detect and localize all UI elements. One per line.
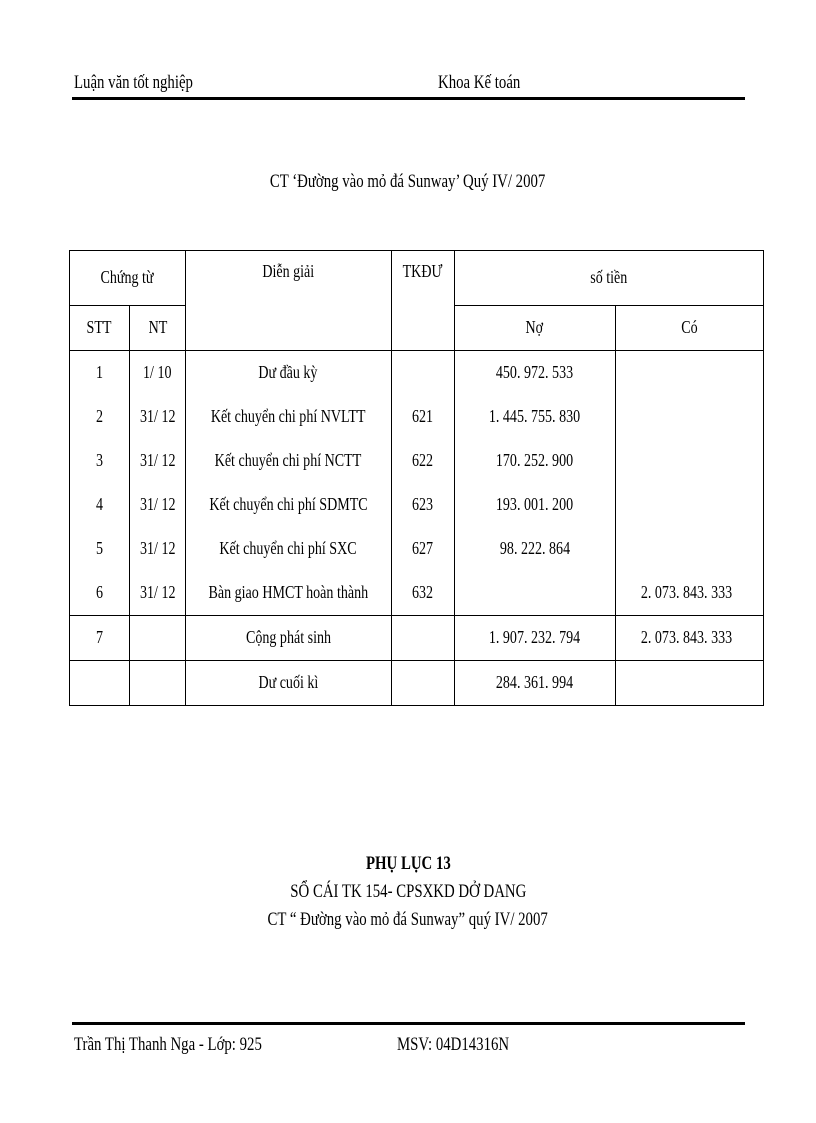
cell-dien-giai: Dư cuối kì [186,660,392,705]
cell-tkdu [391,615,454,660]
table-closing-row [70,660,764,705]
cell-stt: 5 [70,527,130,571]
header-tkdu-cont [391,305,454,350]
cell-co [615,527,763,571]
cell-tkdu [391,660,454,705]
appendix-block [0,850,816,934]
cell-no: 98. 222. 864 [454,527,615,571]
cell-nt: 1/ 10 [130,350,186,395]
header-nt: NT [130,305,186,350]
header-dien-giai-cont [186,305,392,350]
cell-stt: 6 [70,571,130,616]
cell-dien-giai: Dư đầu kỳ [186,350,392,395]
appendix-subtitle: SỔ CÁI TK 154- CPSXKD DỞ DANG [289,881,527,902]
table-header-row [70,251,764,306]
cell-tkdu: 623 [391,483,454,527]
cell-no: 284. 361. 994 [454,660,615,705]
cell-stt: 1 [70,350,130,395]
cell-co [615,439,763,483]
table-title: CT ‘Đường vào mỏ đá Sunway’ Quý IV/ 2007 [270,171,546,192]
cell-co [615,483,763,527]
header-so-tien: số tiền [454,251,763,306]
cell-nt: 31/ 12 [130,395,186,439]
cell-no: 1. 907. 232. 794 [454,615,615,660]
table-total-row [70,615,764,660]
cell-nt [130,660,186,705]
header-dien-giai: Diễn giải [186,251,392,306]
cell-tkdu: 621 [391,395,454,439]
header-divider [72,97,745,100]
cell-dien-giai: Bàn giao HMCT hoàn thành [186,571,392,616]
table-row [70,350,764,395]
cell-tkdu: 622 [391,439,454,483]
header-tkdu: TKĐƯ [391,251,454,306]
table-row [70,439,764,483]
appendix-project: CT “ Đường vào mỏ đá Sunway” quý IV/ 2007 [267,909,549,930]
header-thesis-label: Luận văn tốt nghiệp [74,72,193,93]
table-row [70,395,764,439]
table-row [70,527,764,571]
cell-co [615,350,763,395]
table-row [70,571,764,616]
cell-stt: 7 [70,615,130,660]
appendix-title: PHỤ LỤC 13 [365,853,451,874]
cell-nt: 31/ 12 [130,571,186,616]
cell-nt: 31/ 12 [130,527,186,571]
cell-tkdu: 632 [391,571,454,616]
cell-dien-giai: Cộng phát sinh [186,615,392,660]
footer-student-id: MSV: 04D14316N [397,1034,510,1055]
cell-no: 1. 445. 755. 830 [454,395,615,439]
cell-dien-giai: Kết chuyển chi phí NVLTT [186,395,392,439]
cell-stt: 2 [70,395,130,439]
footer-author: Trần Thị Thanh Nga - Lớp: 925 [74,1034,262,1055]
cell-stt: 4 [70,483,130,527]
cell-co: 2. 073. 843. 333 [615,571,763,616]
cell-dien-giai: Kết chuyển chi phí SDMTC [186,483,392,527]
cell-no [454,571,615,616]
cell-stt [70,660,130,705]
header-co: Có [615,305,763,350]
footer-divider [72,1022,745,1025]
header-no: Nợ [454,305,615,350]
cell-no: 450. 972. 533 [454,350,615,395]
cell-stt: 3 [70,439,130,483]
table-row [70,483,764,527]
cell-nt [130,615,186,660]
cell-co [615,395,763,439]
cell-nt: 31/ 12 [130,439,186,483]
header-chung-tu: Chứng từ [70,251,186,306]
cell-tkdu [391,350,454,395]
ledger-table [69,250,764,706]
cell-co: 2. 073. 843. 333 [615,615,763,660]
cell-tkdu: 627 [391,527,454,571]
cell-nt: 31/ 12 [130,483,186,527]
cell-dien-giai: Kết chuyển chi phí SXC [186,527,392,571]
cell-co [615,660,763,705]
table-subheader-row [70,305,764,350]
cell-dien-giai: Kết chuyển chi phí NCTT [186,439,392,483]
cell-no: 170. 252. 900 [454,439,615,483]
header-department-label: Khoa Kế toán [438,72,521,93]
cell-no: 193. 001. 200 [454,483,615,527]
header-stt: STT [70,305,130,350]
